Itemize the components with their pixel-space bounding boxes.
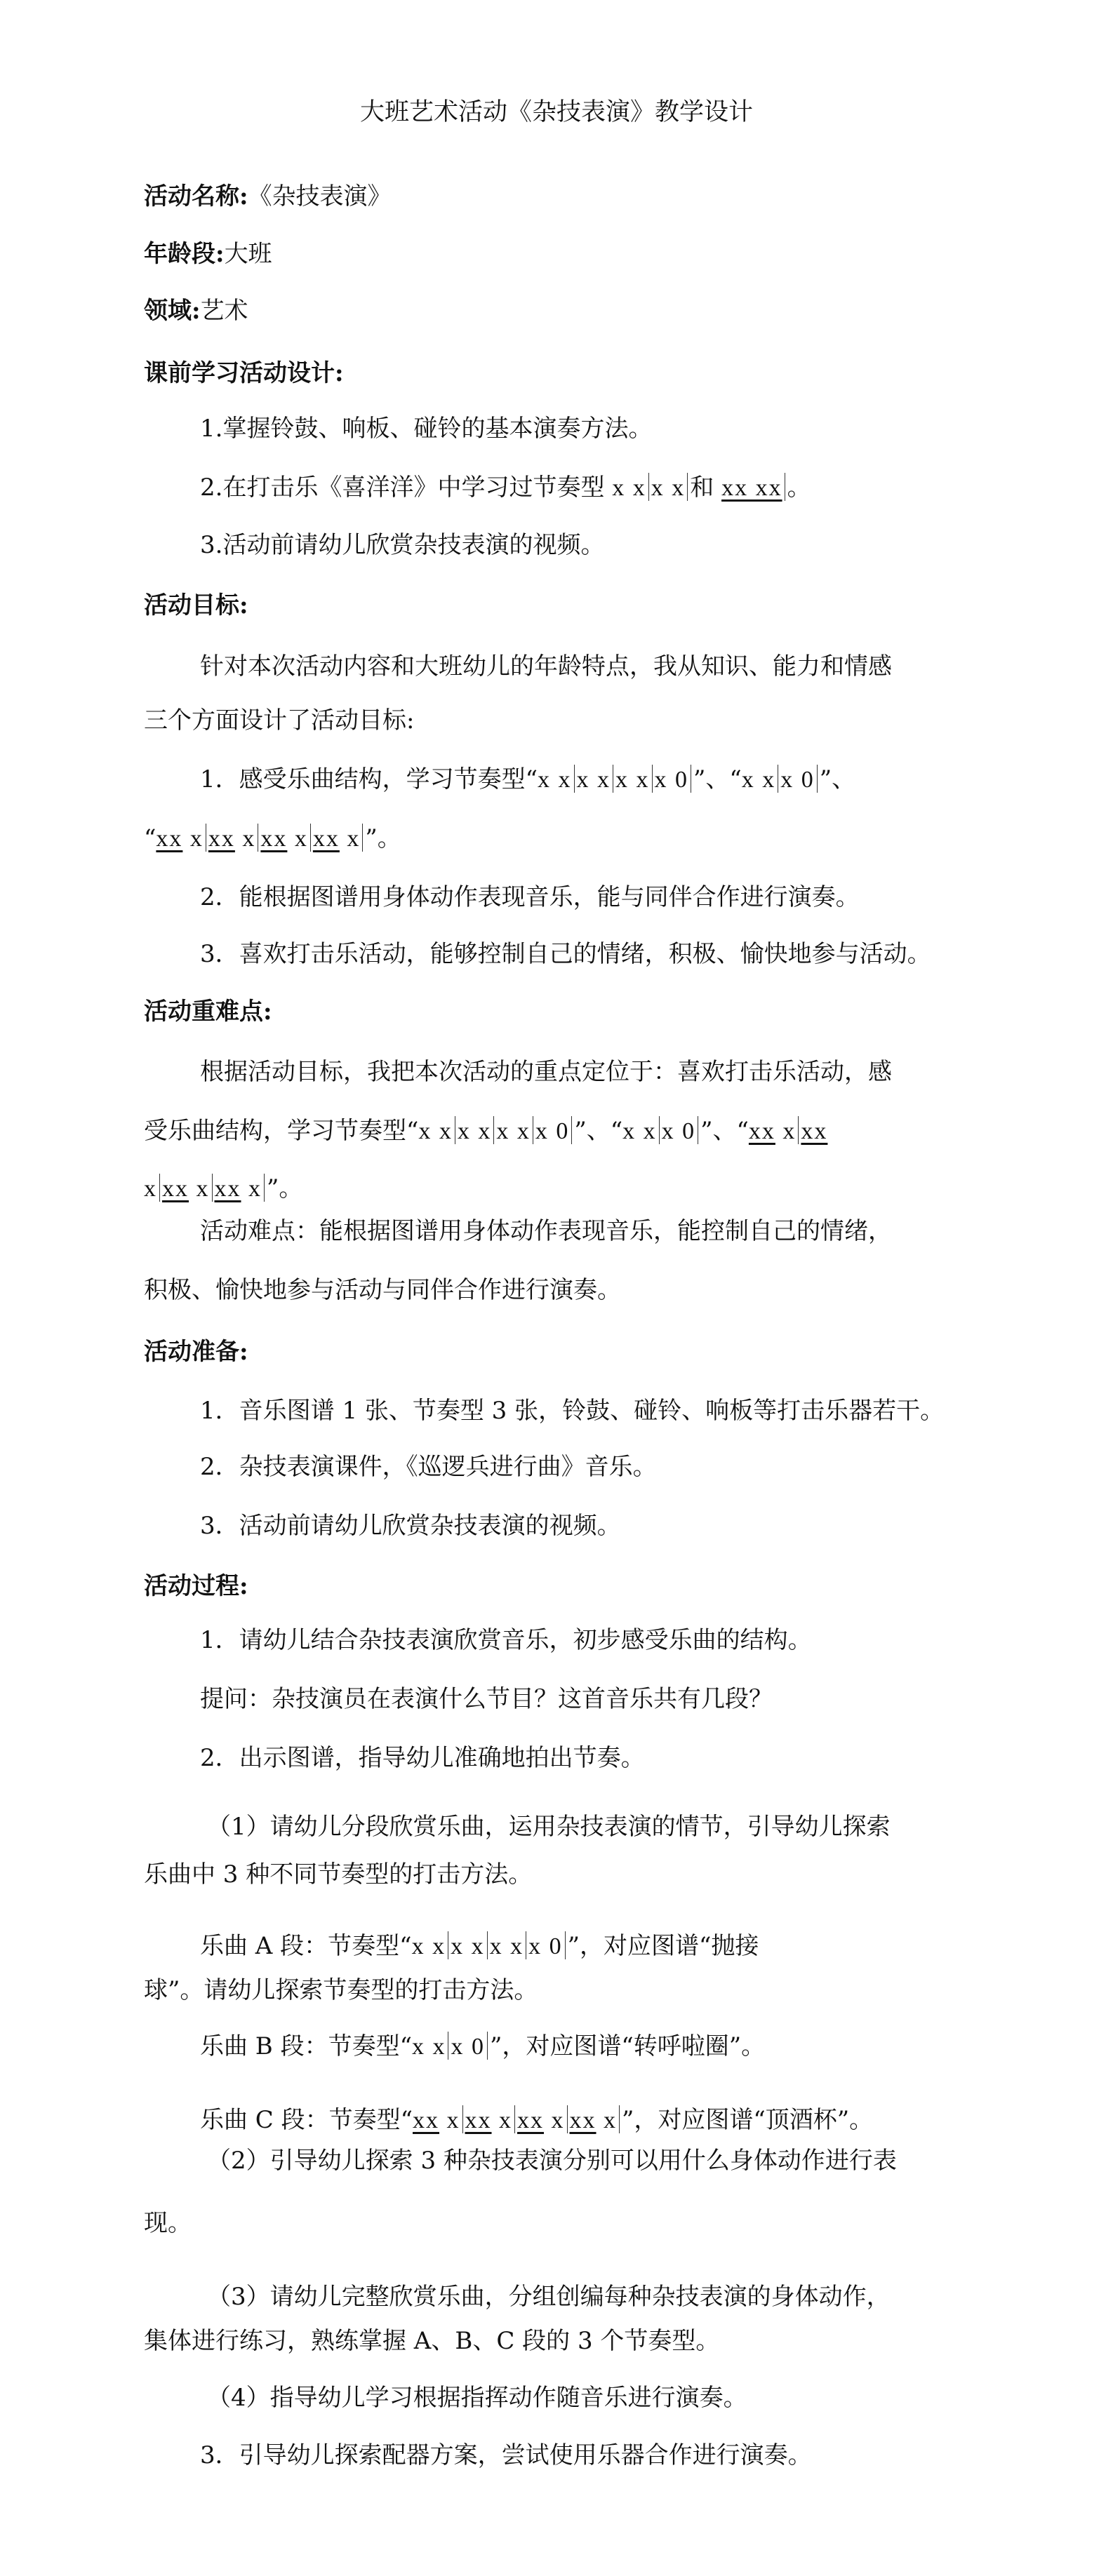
process-sub-1-line-2: 乐曲中 3 种不同节奏型的打击方法。	[144, 1860, 533, 1889]
goal-item-1-line-2: “xx x xx x xx x xx x ”。	[144, 824, 401, 852]
goal-item-1: 1．感受乐曲结构，学习节奏型“x x x x x x x 0 ”、“x x x 0 ”、	[200, 765, 856, 793]
activity-name	[144, 181, 392, 212]
rhythm-pattern: xx x xx x xx x xx x	[413, 2107, 622, 2133]
key-points-line-1: 根据活动目标，我把本次活动的重点定位于：喜欢打击乐活动，感	[200, 1058, 892, 1086]
goals-heading: 活动目标:	[144, 591, 248, 619]
rhythm-pattern: x x x 0	[622, 1118, 700, 1144]
process-sub-4: （4）指导幼儿学习根据指挥动作随音乐进行演奏。	[207, 2384, 747, 2412]
rhythm-pattern: xx x xx x xx x xx x	[156, 826, 365, 852]
preparation-item-2: 2．杂技表演课件，《巡逻兵进行曲》音乐。	[200, 1453, 657, 1481]
goals-intro-line-1: 针对本次活动内容和大班幼儿的年龄特点，我从知识、能力和情感	[200, 652, 892, 680]
difficulty-line-2: 积极、愉快地参与活动与同伴合作进行演奏。	[144, 1276, 621, 1304]
process-step-1: 1．请幼儿结合杂技表演欣赏音乐，初步感受乐曲的结构。	[200, 1626, 812, 1654]
process-step-3: 3．引导幼儿探索配器方案，尝试使用乐器合作进行演奏。	[200, 2441, 812, 2469]
rhythm-pattern: x x x x x x x 0	[538, 767, 693, 793]
domain-label: 领域:	[144, 297, 201, 325]
activity-name-label: 活动名称:	[144, 182, 248, 210]
goal-item-3: 3．喜欢打击乐活动，能够控制自己的情绪，积极、愉快地参与活动。	[200, 940, 931, 968]
activity-name-value: 《杂技表演》	[248, 182, 392, 210]
process-heading: 活动过程:	[144, 1572, 248, 1600]
rhythm-pattern: x x x x x x x 0	[412, 1933, 568, 1959]
pre-class-heading: 课前学习活动设计:	[144, 359, 344, 387]
rhythm-pattern: x x x x	[612, 475, 690, 501]
process-sub-3-line-1: （3）请幼儿完整欣赏乐曲，分组创编每种杂技表演的身体动作，	[207, 2283, 891, 2311]
domain-value: 艺术	[200, 297, 248, 325]
section-b: 乐曲 B 段：节奏型“x x x 0 ”，对应图谱“转呼啦圈”。	[200, 2032, 766, 2060]
section-c: 乐曲 C 段：节奏型“xx x xx x xx x xx x ”，对应图谱“顶酒杯”。	[200, 2106, 874, 2134]
rhythm-pattern: x x x 0	[412, 2034, 490, 2060]
goal-item-2: 2．能根据图谱用身体动作表现音乐，能与同伴合作进行演奏。	[200, 883, 860, 911]
pre-class-item-1: 1.掌握铃鼓、响板、碰铃的基本演奏方法。	[200, 415, 653, 443]
rhythm-pattern: xx xx	[721, 475, 787, 501]
rhythm-pattern: xx x xx	[749, 1118, 828, 1144]
process-sub-1-line-1: （1）请幼儿分段欣赏乐曲，运用杂技表演的情节，引导幼儿探索	[207, 1813, 891, 1841]
difficulty-line-1: 活动难点：能根据图谱用身体动作表现音乐，能控制自己的情绪，	[200, 1217, 892, 1245]
age-group-label: 年龄段:	[144, 240, 225, 268]
rhythm-pattern: x xx x xx x	[144, 1176, 267, 1202]
pre-class-item-3: 3.活动前请幼儿欣赏杂技表演的视频。	[200, 531, 605, 559]
key-points-line-3: x xx x xx x ”。	[144, 1174, 303, 1202]
pre-class-item-2: 2.在打击乐《喜洋洋》中学习过节奏型 x x x x 和 xx xx 。	[200, 474, 811, 502]
process-step-2: 2．出示图谱，指导幼儿准确地拍出节奏。	[200, 1744, 645, 1772]
preparation-item-1: 1．音乐图谱 1 张、节奏型 3 张，铃鼓、碰铃、响板等打击乐器若干。	[200, 1397, 945, 1425]
rhythm-pattern: x x x 0	[742, 767, 820, 793]
key-points-line-2: 受乐曲结构，学习节奏型“x x x x x x x 0 ”、“x x x 0 ”、“xx x xx	[144, 1117, 828, 1145]
process-sub-2-line-1: （2）引导幼儿探索 3 种杂技表演分别可以用什么身体动作进行表	[207, 2147, 897, 2175]
age-group	[144, 239, 272, 269]
domain-field	[144, 295, 248, 326]
process-sub-2-line-2: 现。	[144, 2209, 192, 2237]
section-a-line-2: 球”。请幼儿探索节奏型的打击方法。	[144, 1976, 538, 2004]
preparation-item-3: 3．活动前请幼儿欣赏杂技表演的视频。	[200, 1512, 621, 1540]
goals-intro-line-2: 三个方面设计了活动目标:	[144, 706, 415, 734]
key-points-heading: 活动重难点:	[144, 998, 272, 1026]
document-title: 大班艺术活动《杂技表演》教学设计	[359, 98, 753, 126]
preparation-heading: 活动准备:	[144, 1338, 248, 1366]
section-a: 乐曲 A 段：节奏型“x x x x x x x 0 ”，对应图谱“抛接	[200, 1932, 759, 1960]
age-group-value: 大班	[224, 240, 272, 268]
process-sub-3-line-2: 集体进行练习，熟练掌握 A、B、C 段的 3 个节奏型。	[144, 2327, 720, 2355]
process-question: 提问：杂技演员在表演什么节目？这首音乐共有几段？	[200, 1685, 773, 1713]
rhythm-pattern: x x x x x x x 0	[418, 1118, 574, 1144]
